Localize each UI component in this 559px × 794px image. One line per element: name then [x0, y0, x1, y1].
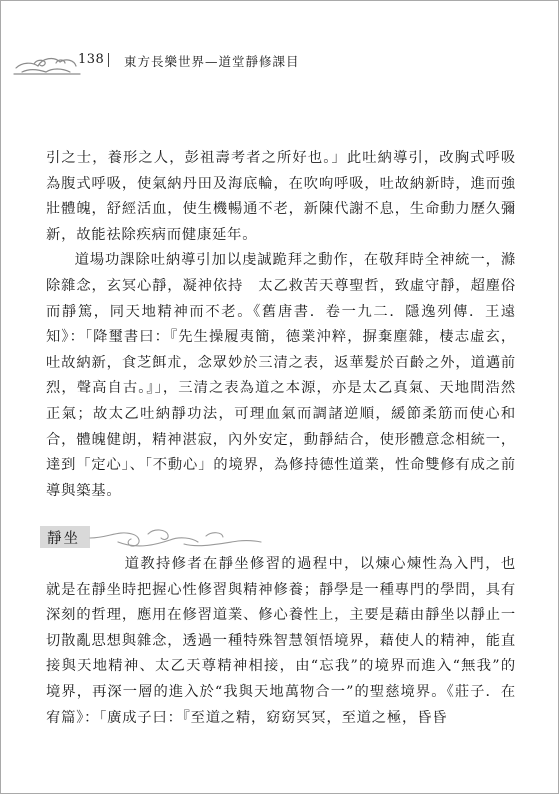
page-header — [12, 44, 312, 80]
cloud-ornament-icon — [12, 44, 82, 80]
section-heading — [40, 524, 260, 552]
running-title: 東方長樂世界—道堂靜修課目 — [124, 54, 300, 69]
header-separator — [108, 53, 109, 67]
section-heading-label: 靜坐 — [47, 531, 80, 547]
main-text — [46, 146, 516, 504]
paragraph-2: 道場功課除吐納導引加以虔誠跪拜之動作，在敬拜時全神統一，滌除雜念，玄冥心靜，凝神依持 太乙救苦天尊聖哲，致虛守靜，超塵俗而靜篤，同天地精神而不老。《舊唐書．卷一九二．隱逸列傳．王遠知》：「降璽書曰：『先生操履夷簡，德業沖粹，摒棄塵雜，棲志虛玄，吐故納新，食芝餌朮，念眾妙於三清之表，返華髮於百齡之外，道邁前烈，聲高自古。』」，三清之表為道之本源，亦是太乙真氣、天地間浩然正氣；故太乙吐納靜功法，可理血氣而調諸逆順，緩節柔筋而使心和合，體魄健朗，精神湛寂，內外安定，動靜結合，使形體意念相統一，達到「定心」、「不動心」的境界，為修持德性道業，性命雙修有成之前導與築基。 — [46, 252, 516, 499]
page-number: 138 — [78, 52, 105, 67]
section-text — [46, 552, 516, 731]
paragraph-1: 引之士，養形之人，彭祖壽考者之所好也。」此吐納導引，改胸式呼吸為腹式呼吸，使氣納丹田及海底輪，在吹呴呼吸，吐故納新時，進而強壯體魄，舒經活血，使生機暢通不老，新陳代謝不息，生命動力歷久彌新，故能祛除疾病而健康延年。 — [46, 150, 516, 243]
cloud-swirl-icon — [88, 524, 263, 552]
section-paragraph-1: 道教持修者在靜坐修習的過程中，以煉心煉性為入門，也就是在靜坐時把握心性修習與精神修養；靜學是一種專門的學問，具有深刻的哲理，應用在修習道業、修心養性上，主要是藉由靜坐以靜止一切散亂思想與雜念，透過一種特殊智慧領悟境界，藉使人的精神，能直接與天地精神、太乙天尊精神相接，由“忘我”的境界而進入“無我”的境界，再深一層的進入於“我與天地萬物合一”的聖慈境界。《莊子．在宥篇》：「廣成子曰：『至道之精，窈窈冥冥，至道之極，昏昏 — [46, 556, 516, 726]
